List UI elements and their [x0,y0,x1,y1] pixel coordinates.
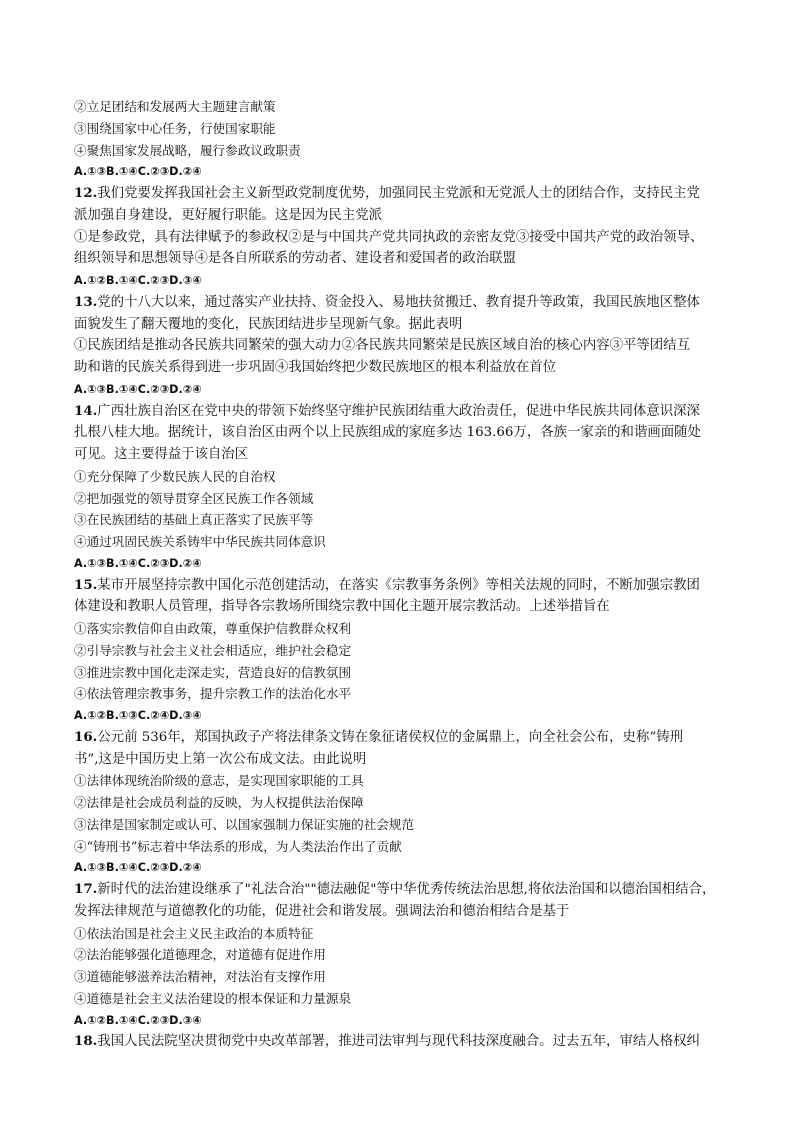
answer-choices: A.①③B.①④C.②③D.②④ [74,556,202,570]
option-line: 助和谐的民族关系得到进一步巩固④我国始终把少数民族地区的根本利益放在首位 [74,360,557,375]
option-line: ②引导宗教与社会主义社会相适应，维护社会稳定 [74,642,352,658]
question-stem-line: 派加强自身建设，更好履行职能。这是因为民主党派 [74,207,382,223]
option-line: ③推进宗教中国化走深走实，营造良好的信教氛围 [74,664,352,680]
option-line: ②立足团结和发展两大主题建言献策 [74,99,276,114]
option-line: ①法律体现统治阶级的意志，是实现国家职能的工具 [74,773,364,789]
answer-choices: A.①③B.①④C.②③D.②④ [74,165,202,179]
option-line: ④通过巩固民族关系铸牢中华民族共同体意识 [74,534,326,549]
question-stem-line: 书”,这是中国历史上第一次公布成文法。由此说明 [74,751,367,767]
option-line: ①充分保障了少数民族人民的自治权 [74,468,276,484]
question-13-stem-line: 13.党的十八大以来，通过落实产业扶持、资金投入、易地扶贫搬迁、教育提升等政策，我国民族地区整体 [74,293,700,310]
answer-choices: A.①②B.①④C.②③D.③④ [74,274,202,287]
question-number: 18. [74,1033,98,1050]
option-line: ③道德能够滋养法治精神，对法治有支撑作用 [74,969,326,984]
question-stem-line: 发挥法律规范与道德教化的功能，促进社会和谐发展。强调法治和德治相结合是基于 [74,903,570,919]
question-15-stem-line: 15.某市开展坚持宗教中国化示范创建活动，在落实《宗教事务条例》等相关法规的同时，不断加强宗教团 [74,576,700,593]
question-number: 16. [74,728,98,745]
question-number: 12. [74,185,98,201]
option-line: ①依法治国是社会主义民主政治的本质特征 [74,925,314,941]
question-18-stem-line: 18.我国人民法院坚决贯彻党中央改革部署，推进司法审判与现代科技深度融合。过去五年，审结人格权纠 [74,1033,700,1050]
question-stem-line: 体建设和教职人员管理，指导各宗教场所围绕宗教中国化主题开展宗教活动。上述举措旨在 [74,599,610,615]
question-14-stem-line: 14.广西壮族自治区在党中央的带领下始终坚守维护民族团结重大政治责任，促进中华民族共同体意识深深 [74,402,700,419]
option-line: ①是参政党，具有法律赋予的参政权②是与中国共产党共同执政的亲密友党③接受中国共产党的政治领导、 [74,229,704,245]
question-stem-line: 扎根八桂大地。据统计，该自治区由两个以上民族组成的家庭多达 163.66万，各族一家亲的和谐画面随处 [74,425,701,441]
option-line: ④道德是社会主义法治建设的根本保证和力量源泉 [74,990,352,1006]
option-line: ③在民族团结的基础上真正落实了民族平等 [74,512,314,528]
option-line: ②法治能够强化道德理念，对道德有促进作用 [74,947,326,963]
question-number: 15. [74,576,98,593]
question-number: 13. [74,293,98,310]
option-line: ④聚焦国家发展战略，履行参政议政职责 [74,142,301,158]
question-number: 14. [74,402,98,419]
option-line: ①民族团结是推动各民族共同繁荣的强大动力②各民族共同繁荣是民族区域自治的核心内容③平等团结互 [74,338,690,354]
option-line: ④依法管理宗教事务，提升宗教工作的法治化水平 [74,686,352,702]
question-12-stem-line: 12.我们党要发挥我国社会主义新型政党制度优势，加强同民主党派和无党派人士的团结合作，支持民主党 [74,185,700,201]
option-line: ②法律是社会成员利益的反映，为人权提供法治保障 [74,795,364,810]
option-line: 组织领导和思想领导④是各自所联系的劳动者、建设者和爱国者的政治联盟 [74,251,516,267]
question-16-stem-line: 16.公元前 536年，郑国执政子产将法律条文铸在象征诸侯权位的金属鼎上，向全社会公布，史称“铸刑 [74,728,683,745]
question-stem-line: 可见。这主要得益于该自治区 [74,447,249,462]
option-line: ③围绕国家中心任务，行使国家职能 [74,120,276,136]
question-17-stem-line: 17.新时代的法治建设继承了"礼法合治""德法融促"等中华优秀传统法治思想,将依法治国和以德治国相结合， [74,881,716,897]
option-line: ③法律是国家制定或认可、以国家强制力保证实施的社会规范 [74,816,415,832]
question-stem-line: 面貌发生了翻天覆地的变化，民族团结进步呈现新气象。据此表明 [74,316,463,332]
option-line: ④“铸刑书”标志着中华法系的形成，为人类法治作出了贡献 [74,838,402,854]
page-content [74,96,724,1053]
option-line: ②把加强党的领导贯穿全区民族工作各领域 [74,490,314,506]
question-number: 17. [74,881,98,897]
answer-choices: A.①②B.①④C.②③D.③④ [74,1013,202,1027]
option-line: ①落实宗教信仰自由政策，尊重保护信教群众权利 [74,621,352,636]
answer-choices: A.①②B.①③C.②④D.③④ [74,709,202,722]
answer-choices: A.①③B.①④C.②③D.②④ [74,861,202,875]
answer-choices: A.①③B.①④C.②③D.②④ [74,382,202,396]
